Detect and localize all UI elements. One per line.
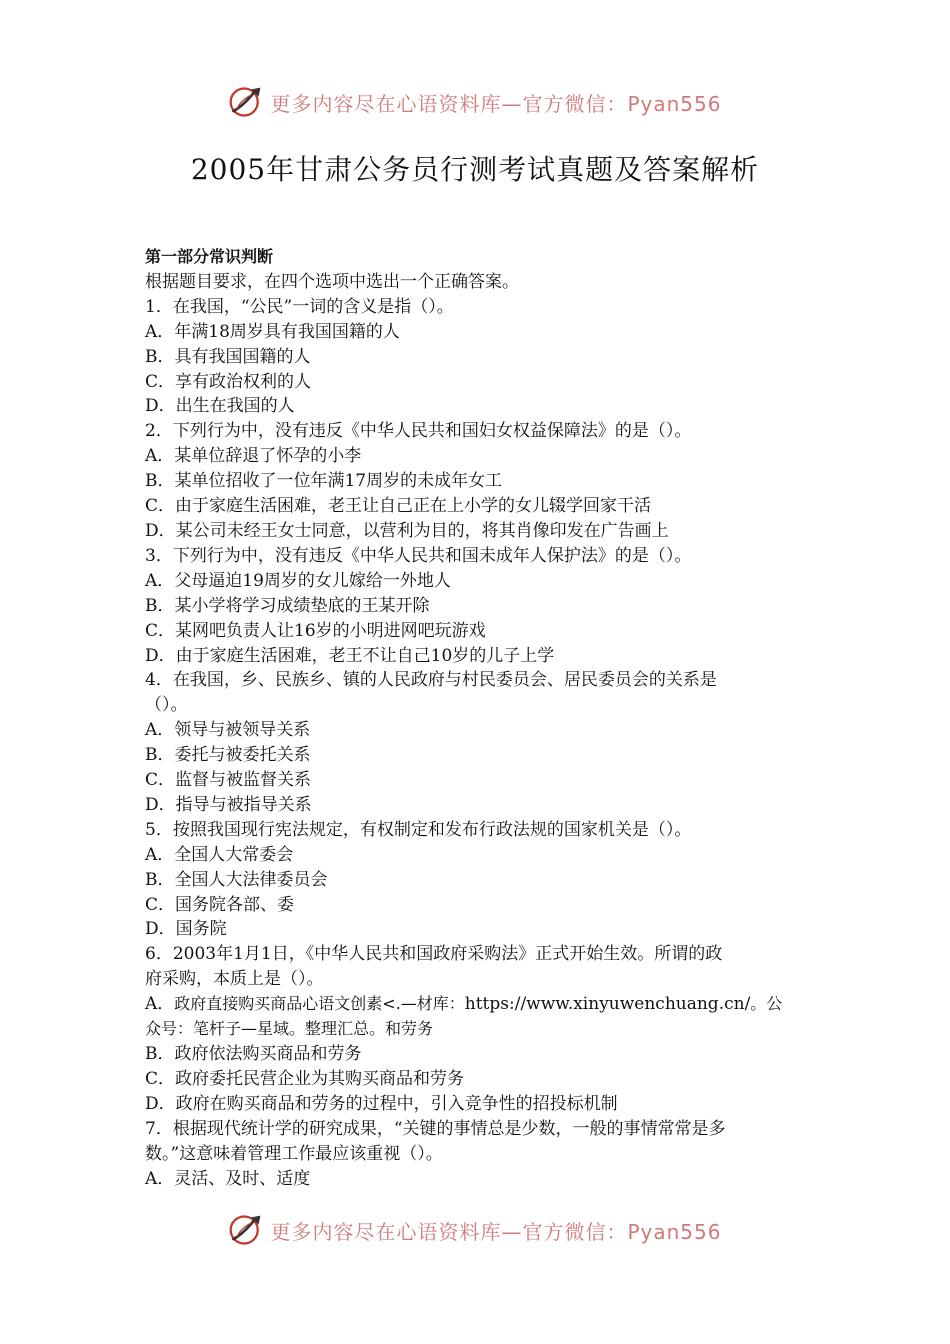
document-body — [145, 245, 810, 1191]
question-stem-continued: 数。”这意味着管理工作最应该重视（）。 — [145, 1143, 443, 1164]
question-option: A．年满18周岁具有我国国籍的人 — [145, 321, 400, 342]
page-title: 2005年甘肃公务员行测考试真题及答案解析 — [190, 153, 760, 186]
question-option-a-line2: 众号：笔杆子—星域。整理汇总。和劳务 — [145, 1019, 434, 1039]
question-option: D．出生在我国的人 — [145, 396, 295, 417]
question-stem: 3．下列行为中，没有违反《中华人民共和国未成年人保护法》的是（）。 — [145, 545, 692, 566]
pen-nib-logo-icon — [228, 1212, 264, 1248]
watermark-text: 政府直接购买商品心语文创素<.—材库： — [174, 994, 465, 1014]
question-option: A．领导与被领导关系 — [145, 720, 311, 741]
section-instruction: 根据题目要求，在四个选项中选出一个正确答案。 — [145, 271, 519, 292]
question-option: C．某网吧负责人让16岁的小明进网吧玩游戏 — [145, 620, 486, 641]
question-option: B．政府依法购买商品和劳务 — [145, 1044, 362, 1064]
question-option: C．国务院各部、委 — [145, 894, 295, 915]
question-option: C．由于家庭生活困难，老王让自己正在上小学的女儿辍学回家干活 — [145, 496, 652, 517]
pen-nib-logo-icon — [228, 84, 264, 120]
question-option: D．政府在购买商品和劳务的过程中，引入竞争性的招投标机制 — [145, 1093, 618, 1114]
question-option: D．某公司未经王女士同意，以营利为目的，将其肖像印发在广告画上 — [145, 520, 669, 541]
question-stem: 7．根据现代统计学的研究成果，“关键的事情总是少数，一般的事情常常是多 — [145, 1118, 726, 1139]
question-option: B．委托与被委托关系 — [145, 745, 311, 766]
footer-banner-text: 更多内容尽在心语资料库—官方微信：Pyan556 — [270, 1219, 722, 1244]
question-option: C．监督与被监督关系 — [145, 770, 312, 791]
question-option: A．灵活、及时、适度 — [145, 1168, 311, 1189]
question-stem: 5．按照我国现行宪法规定，有权制定和发布行政法规的国家机关是（）。 — [145, 819, 692, 840]
question-stem-continued: （）。 — [145, 695, 188, 716]
question-option: B．某小学将学习成绩垫底的王某开除 — [145, 595, 430, 616]
question-option: B．具有我国国籍的人 — [145, 346, 311, 367]
question-option: B．全国人大法律委员会 — [145, 869, 328, 890]
watermark-text: 。公 — [750, 994, 783, 1014]
question-option: A．父母逼迫19周岁的女儿嫁给一外地人 — [145, 570, 451, 591]
question-option: A．全国人大常委会 — [145, 844, 294, 865]
footer-banner — [0, 1210, 950, 1250]
question-option: C．政府委托民营企业为其购买商品和劳务 — [145, 1068, 465, 1089]
question-option: D．国务院 — [145, 919, 227, 940]
question-option-a-line1 — [145, 992, 810, 1017]
header-banner — [0, 82, 950, 122]
question-option: D．指导与被指导关系 — [145, 794, 312, 815]
option-prefix: A． — [145, 994, 175, 1015]
watermark-url: https://www.xinyuwenchuang.cn/ — [464, 994, 751, 1015]
question-stem: 1．在我国，“公民”一词的含义是指（）。 — [145, 296, 454, 317]
question-stem-continued: 府采购，本质上是（）。 — [145, 969, 324, 990]
section-heading: 第一部分常识判断 — [145, 247, 274, 266]
question-stem: 2．下列行为中，没有违反《中华人民共和国妇女权益保障法》的是（）。 — [145, 421, 692, 442]
header-banner-text: 更多内容尽在心语资料库—官方微信：Pyan556 — [270, 91, 722, 116]
question-option: B．某单位招收了一位年满17周岁的未成年女工 — [145, 471, 503, 492]
question-option: C．享有政治权利的人 — [145, 371, 312, 392]
question-stem: 6．2003年1月1日，《中华人民共和国政府采购法》正式开始生效。所谓的政 — [145, 944, 723, 965]
question-option: D．由于家庭生活困难，老王不让自己10岁的儿子上学 — [145, 645, 555, 666]
question-option: A．某单位辞退了怀孕的小李 — [145, 446, 362, 467]
question-stem: 4．在我国，乡、民族乡、镇的人民政府与村民委员会、居民委员会的关系是 — [145, 670, 717, 691]
